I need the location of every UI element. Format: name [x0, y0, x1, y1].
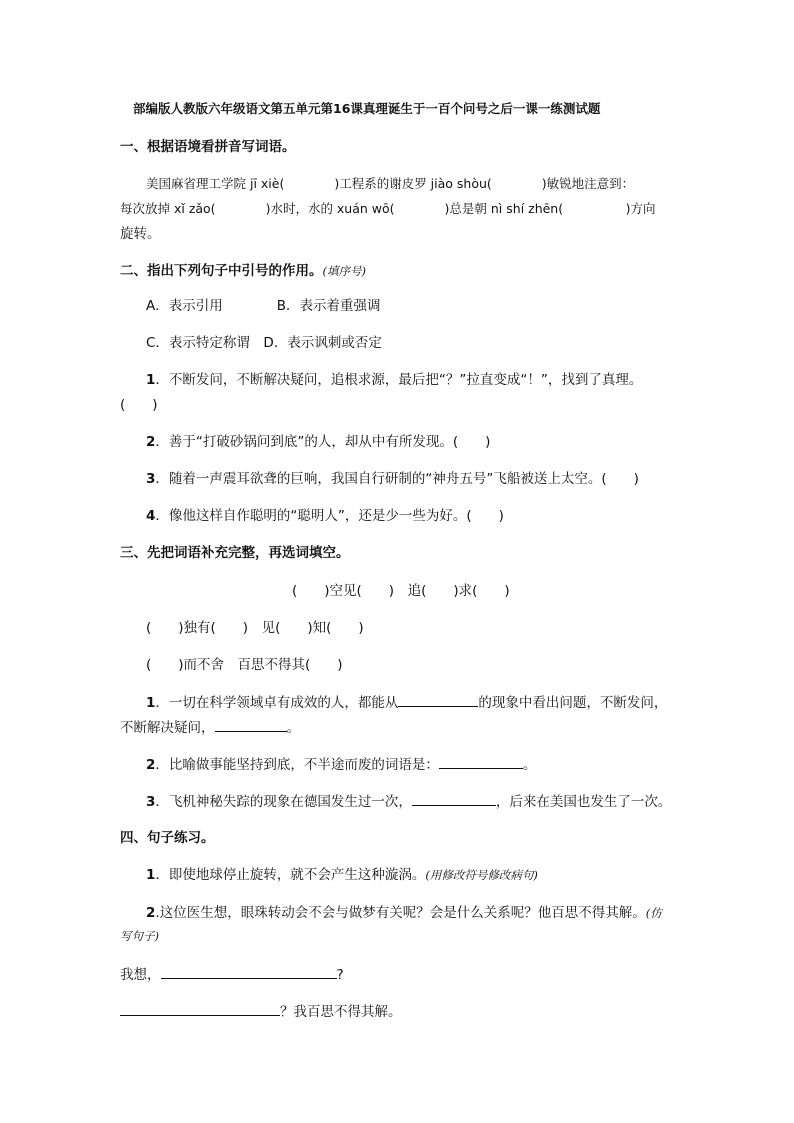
section4-heading: 四、句子练习。 — [120, 830, 215, 846]
question-number: 2 — [146, 434, 156, 450]
section4-answer-line-a — [120, 964, 344, 985]
answer-suffix: ？我百思不得其解。 — [280, 1004, 402, 1020]
section4-answer-line-b — [120, 1001, 402, 1022]
question-text: .这位医生想，眼珠转动会不会与做梦有关呢？会是什么关系呢？他百思不得其解。 — [155, 905, 646, 921]
section3-question-1 — [146, 692, 667, 713]
question-text: ．像他这样自作聪明的“聪明人”，还是少一些为好。( ) — [155, 508, 504, 524]
section3-question-1-cont — [120, 717, 300, 738]
question-text: ．比喻做事能坚持到底，不半途而废的词语是： — [155, 757, 439, 773]
question-text: ．即使地球停止旋转，就不会产生这种漩涡。 — [155, 867, 426, 883]
section2-heading: 二、指出下列句子中引号的作用。 — [120, 263, 323, 279]
question-number: 1 — [146, 372, 156, 388]
section2-question-2 — [146, 432, 490, 452]
fill-blank[interactable] — [120, 1001, 280, 1016]
section3-question-2 — [146, 754, 536, 775]
section2-note: (填序号) — [322, 264, 366, 278]
question-number: 1 — [146, 867, 156, 883]
page-title: 部编版人教版六年级语文第五单元第16课真理诞生于一百个问号之后一课一练测试题 — [133, 101, 601, 116]
fill-blank[interactable] — [412, 791, 496, 806]
question-text: 。 — [522, 757, 537, 773]
question-number: 2 — [146, 905, 156, 921]
question-number: 4 — [146, 508, 156, 524]
question-text: ．一切在科学领域卓有成效的人，都能从 — [155, 695, 399, 711]
section2-options-row1: A．表示引用 B．表示着重强调 — [146, 298, 381, 314]
answer-suffix: ? — [336, 967, 344, 983]
question-text: ．随着一声震耳欲聋的巨响，我国自行研制的“神舟五号”飞船被送上太空。( ) — [155, 471, 639, 487]
question-text: ．善于“打破砂锅问到底”的人，却从中有所发现。( ) — [155, 434, 491, 450]
section1-line3: 旋转。 — [120, 226, 161, 242]
section3-words-row2: ( )独有( ) 见( )知( ) — [146, 620, 364, 636]
section1-line1: 美国麻省理工学院 jī xiè( )工程系的谢皮罗 jiào shòu( )敏锐地注意到： — [146, 176, 635, 191]
question-number: 3 — [146, 471, 156, 487]
section2-options-row2: C．表示特定称谓 D．表示讽刺或否定 — [146, 335, 382, 351]
question-text: ，后来在美国也发生了一次。 — [495, 794, 672, 810]
section4-question-2-note: 写句子) — [120, 929, 159, 943]
section2-question-4 — [146, 506, 504, 526]
section1-heading: 一、根据语境看拼音写词语。 — [120, 139, 296, 155]
question-text: ．不断发问，不断解决疑问，追根求源，最后把“？”拉直变成“！”，找到了真理。 — [155, 372, 643, 388]
section2-question-3 — [146, 469, 639, 489]
fill-blank[interactable] — [398, 692, 478, 707]
section3-heading: 三、先把词语补充完整，再选词填空。 — [120, 545, 350, 561]
section2-question-1-answer: ( ) — [120, 397, 158, 413]
section1-line2: 每次放掉 xǐ zǎo( )水时，水的 xuán wō( )总是朝 nì shí zhēn( )方向 — [120, 201, 656, 216]
question-number: 1 — [146, 695, 156, 711]
section4-question-2 — [146, 903, 662, 923]
answer-prefix: 我想， — [120, 967, 161, 983]
question-number: 2 — [146, 757, 156, 773]
question-text: 。 — [286, 720, 300, 736]
fill-blank[interactable] — [161, 964, 337, 979]
question-note: (用修改符号修改病句) — [425, 868, 538, 882]
section3-question-3 — [146, 791, 671, 812]
section2-question-1 — [146, 370, 642, 390]
question-text: 的现象中看出问题，不断发问， — [478, 695, 668, 711]
fill-blank[interactable] — [215, 717, 287, 732]
question-text: 不断解决疑问， — [120, 720, 215, 736]
fill-blank[interactable] — [439, 754, 523, 769]
question-text: ．飞机神秘失踪的现象在德国发生过一次， — [155, 794, 412, 810]
section4-question-1 — [146, 865, 538, 885]
section2-heading-row — [120, 261, 366, 281]
question-number: 3 — [146, 794, 156, 810]
question-note: (仿 — [645, 906, 662, 920]
section3-words-row1: ( )空见( ) 追( )求( ) — [292, 583, 510, 599]
section3-words-row3: ( )而不舍 百思不得其( ) — [146, 657, 343, 673]
